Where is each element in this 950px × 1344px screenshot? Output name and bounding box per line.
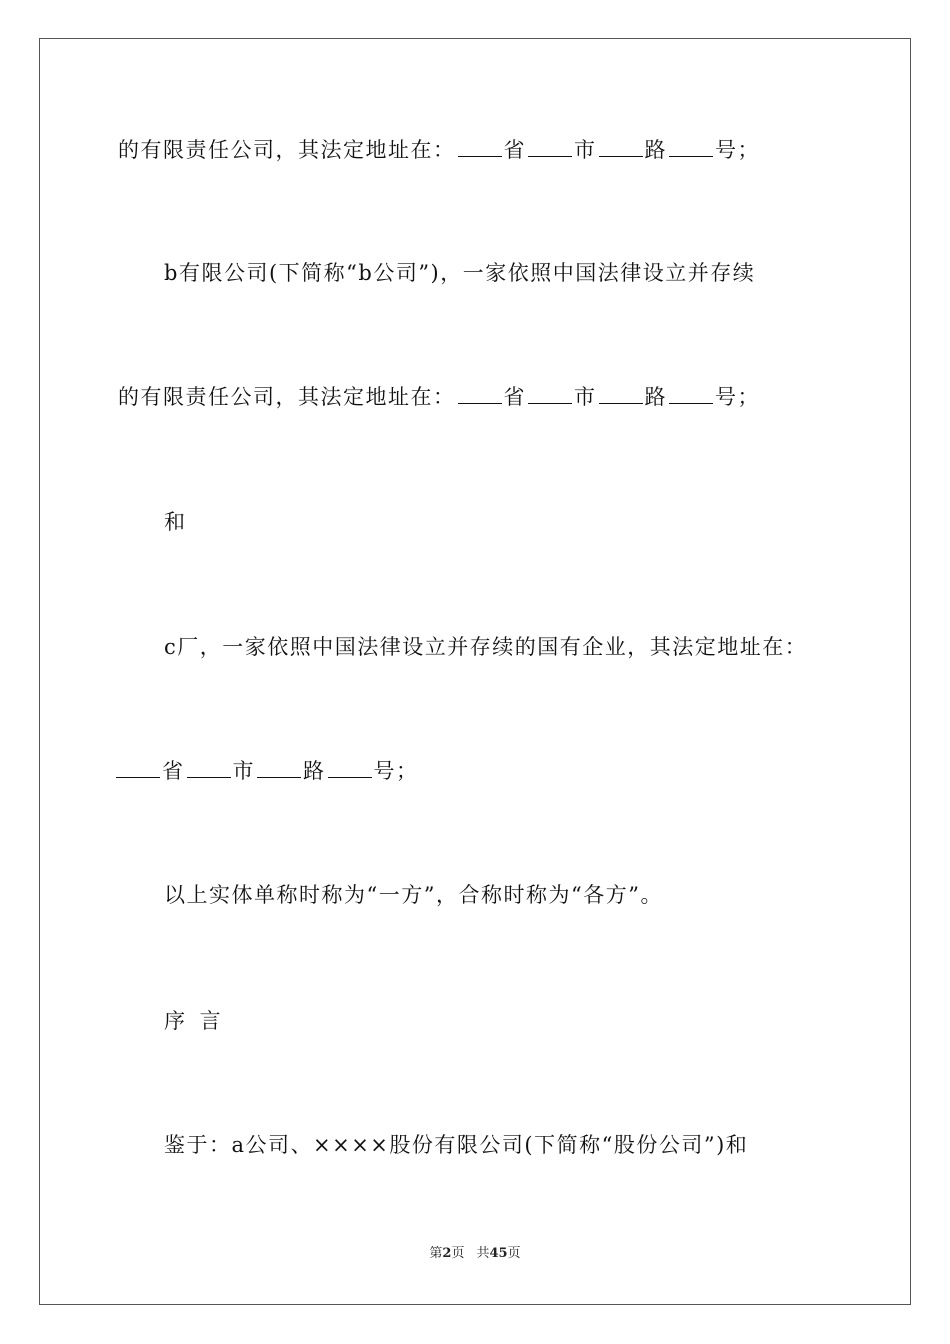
whereas-text: 鉴于：a公司、××××股份有限公司(下简称“股份公司”)和 <box>164 1133 749 1157</box>
section-heading-preamble <box>164 1008 225 1034</box>
preamble-heading-text: 序 言 <box>164 1009 225 1033</box>
address-line-c: 省 市 路 号； <box>116 758 419 784</box>
blank-city <box>187 759 231 778</box>
address-intro-text: 的有限责任公司，其法定地址在： <box>118 138 456 162</box>
collective-definition <box>164 882 663 908</box>
blank-province <box>458 138 502 157</box>
address-intro-text: 的有限责任公司，其法定地址在： <box>118 385 456 409</box>
page-frame <box>39 38 911 1305</box>
blank-road <box>599 138 643 157</box>
blank-province <box>458 385 502 404</box>
blank-number <box>669 385 713 404</box>
whereas-clause <box>164 1132 748 1158</box>
party-c-text: c厂，一家依照中国法律设立并存续的国有企业，其法定地址在： <box>164 635 808 659</box>
blank-number <box>328 759 372 778</box>
and-text: 和 <box>164 510 187 534</box>
party-b-intro <box>164 260 755 286</box>
party-c-intro <box>164 634 807 660</box>
address-line-b: 的有限责任公司，其法定地址在： 省 市 路 号； <box>118 385 760 409</box>
blank-city <box>528 138 572 157</box>
blank-road <box>599 385 643 404</box>
collective-definition-text: 以上实体单称时称为“一方”，合称时称为“各方”。 <box>164 883 663 907</box>
blank-number <box>669 138 713 157</box>
current-page-number: 2 <box>442 1246 452 1261</box>
blank-province <box>116 759 160 778</box>
page-footer: 第2页 共45页 <box>429 1246 521 1261</box>
address-line-a: 的有限责任公司，其法定地址在： 省 市 路 号； <box>118 138 760 162</box>
blank-road <box>257 759 301 778</box>
total-page-count: 45 <box>489 1246 508 1261</box>
conjunction-and <box>164 509 187 535</box>
party-b-text: b有限公司(下简称“b公司”)，一家依照中国法律设立并存续 <box>164 261 756 285</box>
blank-city <box>528 385 572 404</box>
